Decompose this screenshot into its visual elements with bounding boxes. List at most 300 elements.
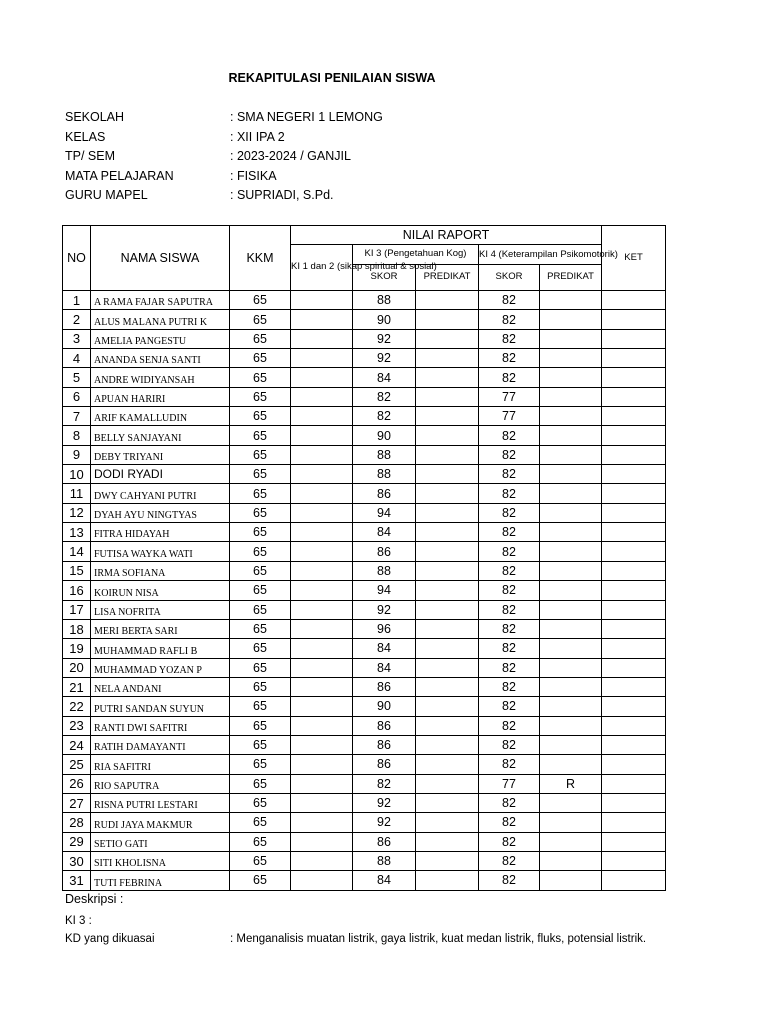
row-ki12 [291,755,353,774]
row-ket [602,310,666,329]
header-ki3-skor: SKOR [353,265,416,291]
row-kkm: 65 [230,291,291,310]
row-ki4-skor: 82 [479,561,540,580]
row-ki12 [291,735,353,754]
row-no: 17 [63,600,91,619]
info-row-mata-pelajaran [65,167,383,187]
row-ket [602,600,666,619]
row-ki3-skor: 92 [353,329,416,348]
table-row [63,774,666,793]
row-ki4-predikat [540,329,602,348]
row-ket [602,755,666,774]
row-ki12 [291,581,353,600]
row-ki3-predikat [416,639,479,658]
row-kkm: 65 [230,426,291,445]
row-ki4-skor: 82 [479,600,540,619]
row-kkm: 65 [230,619,291,638]
row-ki3-skor: 88 [353,465,416,484]
row-ki4-skor: 82 [479,871,540,890]
row-ket [602,426,666,445]
row-nama-siswa: DODI RYADI [91,465,230,484]
row-ki4-skor: 77 [479,407,540,426]
row-ki3-skor: 84 [353,523,416,542]
table-row [63,716,666,735]
row-ki4-predikat [540,291,602,310]
row-ki4-predikat [540,619,602,638]
row-ket [602,445,666,464]
info-row-kelas [65,128,383,148]
table-row [63,445,666,464]
row-ki4-skor: 82 [479,426,540,445]
row-ki3-predikat [416,329,479,348]
row-no: 27 [63,793,91,812]
row-ki12 [291,503,353,522]
row-kkm: 65 [230,697,291,716]
header-ket: KET [602,226,666,291]
row-ki4-predikat [540,755,602,774]
row-ki3-skor: 82 [353,774,416,793]
row-ket [602,407,666,426]
row-no: 19 [63,639,91,658]
row-ki3-predikat [416,697,479,716]
row-ket [602,619,666,638]
row-nama-siswa: APUAN HARIRI [91,387,230,406]
table-row [63,310,666,329]
row-nama-siswa: TUTI FEBRINA [91,871,230,890]
row-no: 11 [63,484,91,503]
row-ki4-skor: 82 [479,677,540,696]
info-label: KELAS [65,129,106,144]
row-kkm: 65 [230,851,291,870]
row-ki3-skor: 86 [353,677,416,696]
row-ki3-skor: 90 [353,310,416,329]
row-ki4-skor: 82 [479,832,540,851]
row-ki12 [291,465,353,484]
row-no: 30 [63,851,91,870]
table-row [63,658,666,677]
row-no: 26 [63,774,91,793]
row-nama-siswa: KOIRUN NISA [91,581,230,600]
row-ki4-skor: 82 [479,735,540,754]
row-ki4-skor: 77 [479,387,540,406]
table-row [63,329,666,348]
row-kkm: 65 [230,832,291,851]
row-ki4-predikat [540,310,602,329]
row-nama-siswa: DEBY TRIYANI [91,445,230,464]
table-row [63,291,666,310]
row-ki3-skor: 82 [353,387,416,406]
row-nama-siswa: RIA SAFITRI [91,755,230,774]
info-label: SEKOLAH [65,110,125,124]
table-row [63,465,666,484]
row-ki12 [291,813,353,832]
row-ki4-predikat [540,426,602,445]
row-ki4-predikat [540,697,602,716]
row-ki3-predikat [416,310,479,329]
row-ki4-skor: 82 [479,581,540,600]
row-nama-siswa: RUDI JAYA MAKMUR [91,813,230,832]
row-ket [602,561,666,580]
row-nama-siswa: AMELIA PANGESTU [91,329,230,348]
row-ki3-skor: 88 [353,851,416,870]
row-ki3-predikat [416,619,479,638]
row-ki12 [291,291,353,310]
row-ki3-predikat [416,387,479,406]
row-ki4-skor: 82 [479,291,540,310]
row-no: 29 [63,832,91,851]
row-kkm: 65 [230,581,291,600]
header-no: NO [63,226,91,291]
footer-kd-label: KD yang dikuasai [65,933,155,945]
row-ket [602,716,666,735]
row-nama-siswa: FUTISA WAYKA WATI [91,542,230,561]
row-no: 8 [63,426,91,445]
footer-kd-value: : Menganalisis muatan listrik, gaya listrik, kuat medan listrik, fluks, potensial listrik. [230,933,647,945]
row-ki4-skor: 82 [479,697,540,716]
row-ki3-skor: 92 [353,793,416,812]
row-no: 15 [63,561,91,580]
row-ki4-predikat: R [540,774,602,793]
row-ket [602,639,666,658]
row-no: 5 [63,368,91,387]
row-ki3-skor: 86 [353,716,416,735]
row-ki3-skor: 84 [353,871,416,890]
row-ket [602,581,666,600]
row-ki3-predikat [416,523,479,542]
row-nama-siswa: SITI KHOLISNA [91,851,230,870]
row-ki3-skor: 84 [353,368,416,387]
row-kkm: 65 [230,658,291,677]
row-kkm: 65 [230,561,291,580]
info-row-tp-sem [65,147,383,167]
row-ki12 [291,368,353,387]
table-row [63,542,666,561]
table-row [63,561,666,580]
header-ki3-predikat: PREDIKAT [416,265,479,291]
row-ki3-skor: 90 [353,697,416,716]
row-ki4-skor: 82 [479,542,540,561]
row-ki3-predikat [416,658,479,677]
row-ki3-skor: 94 [353,581,416,600]
row-nama-siswa: BELLY SANJAYANI [91,426,230,445]
row-ki3-skor: 88 [353,445,416,464]
row-ki3-skor: 84 [353,639,416,658]
row-ki12 [291,445,353,464]
row-ki3-predikat [416,774,479,793]
row-no: 25 [63,755,91,774]
row-no: 31 [63,871,91,890]
row-ki4-predikat [540,813,602,832]
info-value: : FISIKA [230,168,277,183]
row-ki3-predikat [416,813,479,832]
row-ki3-predikat [416,793,479,812]
row-ki4-predikat [540,407,602,426]
row-ki12 [291,407,353,426]
row-ket [602,503,666,522]
row-no: 16 [63,581,91,600]
row-ki3-predikat [416,291,479,310]
info-value: : SUPRIADI, S.Pd. [230,188,334,202]
info-row-sekolah [65,108,383,128]
row-ki12 [291,349,353,368]
row-ki3-skor: 94 [353,503,416,522]
row-no: 4 [63,349,91,368]
row-kkm: 65 [230,813,291,832]
row-ki3-skor: 82 [353,407,416,426]
row-ket [602,677,666,696]
row-kkm: 65 [230,735,291,754]
row-ki3-predikat [416,677,479,696]
row-ki3-skor: 92 [353,600,416,619]
row-ki3-skor: 88 [353,561,416,580]
row-no: 24 [63,735,91,754]
row-kkm: 65 [230,793,291,812]
info-row-guru-mapel [65,186,383,206]
table-row [63,484,666,503]
row-nama-siswa: ANANDA SENJA SANTI [91,349,230,368]
row-no: 23 [63,716,91,735]
row-nama-siswa: IRMA SOFIANA [91,561,230,580]
row-kkm: 65 [230,523,291,542]
row-ket [602,465,666,484]
row-ket [602,813,666,832]
row-ket [602,851,666,870]
row-ket [602,291,666,310]
row-ki4-skor: 82 [479,523,540,542]
row-ki12 [291,619,353,638]
row-ki4-skor: 82 [479,445,540,464]
row-ki3-predikat [416,735,479,754]
table-row [63,600,666,619]
info-label: MATA PELAJARAN [65,168,174,183]
row-kkm: 65 [230,755,291,774]
row-ki12 [291,329,353,348]
row-ki3-skor: 86 [353,484,416,503]
row-ki12 [291,426,353,445]
row-ki4-skor: 82 [479,658,540,677]
row-nama-siswa: SETIO GATI [91,832,230,851]
row-ki4-skor: 82 [479,813,540,832]
row-ki3-predikat [416,426,479,445]
table-row [63,523,666,542]
row-ket [602,793,666,812]
row-ki4-predikat [540,581,602,600]
info-block [65,108,383,206]
table-row [63,793,666,812]
row-ki4-predikat [540,503,602,522]
row-ki4-predikat [540,677,602,696]
grades-table [62,225,666,891]
row-ki12 [291,310,353,329]
row-ki3-predikat [416,445,479,464]
row-ki12 [291,523,353,542]
table-row [63,639,666,658]
table-row [63,677,666,696]
header-ki4-skor: SKOR [479,265,540,291]
row-no: 18 [63,619,91,638]
header-ki3: KI 3 (Pengetahuan Kog) [353,245,479,265]
table-row [63,503,666,522]
row-ki4-predikat [540,561,602,580]
row-ket [602,349,666,368]
table-row [63,871,666,890]
row-ki3-predikat [416,561,479,580]
row-no: 13 [63,523,91,542]
table-row [63,851,666,870]
row-ki4-skor: 82 [479,793,540,812]
row-ki4-predikat [540,658,602,677]
row-ki3-predikat [416,851,479,870]
row-kkm: 65 [230,407,291,426]
row-no: 20 [63,658,91,677]
row-ki4-skor: 82 [479,329,540,348]
row-ki4-predikat [540,716,602,735]
row-ki3-skor: 90 [353,426,416,445]
row-kkm: 65 [230,310,291,329]
row-ki3-predikat [416,349,479,368]
row-nama-siswa: RATIH DAMAYANTI [91,735,230,754]
row-ki12 [291,851,353,870]
row-nama-siswa: RANTI DWI SAFITRI [91,716,230,735]
row-ki4-predikat [540,600,602,619]
row-nama-siswa: DWY CAHYANI PUTRI [91,484,230,503]
header-ki12: KI 1 dan 2 (sikap spiritual & sosial) [291,245,353,291]
info-value: : 2023-2024 / GANJIL [230,149,351,163]
row-ket [602,832,666,851]
row-ket [602,735,666,754]
row-ket [602,697,666,716]
row-kkm: 65 [230,484,291,503]
header-nilai-raport: NILAI RAPORT [291,226,602,245]
row-ki3-skor: 92 [353,813,416,832]
header-ki4-predikat: PREDIKAT [540,265,602,291]
row-no: 1 [63,291,91,310]
row-ki3-predikat [416,465,479,484]
row-ki12 [291,871,353,890]
row-ki3-skor: 86 [353,755,416,774]
row-kkm: 65 [230,349,291,368]
row-nama-siswa: MUHAMMAD YOZAN P [91,658,230,677]
footer-deskripsi: Deskripsi : [65,892,124,906]
table-row [63,387,666,406]
info-label: TP/ SEM [65,149,116,163]
row-ki3-skor: 92 [353,349,416,368]
row-no: 10 [63,465,91,484]
row-kkm: 65 [230,600,291,619]
row-ket [602,523,666,542]
row-ki4-predikat [540,387,602,406]
table-row [63,832,666,851]
row-ket [602,774,666,793]
table-row [63,407,666,426]
row-ki4-skor: 82 [479,368,540,387]
row-ki4-predikat [540,793,602,812]
row-ki12 [291,484,353,503]
row-no: 6 [63,387,91,406]
row-nama-siswa: RISNA PUTRI LESTARI [91,793,230,812]
row-kkm: 65 [230,677,291,696]
row-ket [602,368,666,387]
row-ki3-skor: 86 [353,735,416,754]
row-ki3-skor: 96 [353,619,416,638]
row-nama-siswa: LISA NOFRITA [91,600,230,619]
row-ki4-skor: 82 [479,755,540,774]
grades-table-body [63,291,666,891]
row-ki4-predikat [540,349,602,368]
row-nama-siswa: ARIF KAMALLUDIN [91,407,230,426]
row-ki4-skor: 82 [479,310,540,329]
row-nama-siswa: NELA ANDANI [91,677,230,696]
row-no: 21 [63,677,91,696]
row-ket [602,542,666,561]
table-row [63,581,666,600]
row-ki4-skor: 82 [479,619,540,638]
row-nama-siswa: FITRA HIDAYAH [91,523,230,542]
row-kkm: 65 [230,503,291,522]
row-ket [602,484,666,503]
row-ki12 [291,639,353,658]
header-kkm: KKM [230,226,291,291]
row-nama-siswa: MUHAMMAD RAFLI B [91,639,230,658]
row-ki3-skor: 86 [353,542,416,561]
table-row [63,619,666,638]
row-kkm: 65 [230,329,291,348]
row-ki3-predikat [416,871,479,890]
row-ki12 [291,716,353,735]
row-ki12 [291,697,353,716]
row-ki4-predikat [540,542,602,561]
info-value: : XII IPA 2 [230,129,285,144]
info-value: : SMA NEGERI 1 LEMONG [230,110,383,124]
row-no: 2 [63,310,91,329]
table-row [63,426,666,445]
header-ki4: KI 4 (Keterampilan Psikomotorik) [479,245,602,265]
row-ki3-predikat [416,716,479,735]
row-ki4-skor: 82 [479,503,540,522]
row-ki4-skor: 77 [479,774,540,793]
row-nama-siswa: A RAMA FAJAR SAPUTRA [91,291,230,310]
table-row [63,349,666,368]
row-nama-siswa: DYAH AYU NINGTYAS [91,503,230,522]
info-label: GURU MAPEL [65,188,148,202]
row-ki3-predikat [416,755,479,774]
row-ki12 [291,542,353,561]
row-ki4-skor: 82 [479,716,540,735]
row-ki3-predikat [416,542,479,561]
row-nama-siswa: ANDRE WIDIYANSAH [91,368,230,387]
row-nama-siswa: MERI BERTA SARI [91,619,230,638]
row-ki3-predikat [416,503,479,522]
table-row [63,755,666,774]
row-no: 12 [63,503,91,522]
row-ket [602,658,666,677]
row-nama-siswa: RIO SAPUTRA [91,774,230,793]
row-no: 28 [63,813,91,832]
row-ki12 [291,793,353,812]
row-kkm: 65 [230,639,291,658]
row-ki12 [291,561,353,580]
row-kkm: 65 [230,387,291,406]
row-kkm: 65 [230,871,291,890]
row-ket [602,329,666,348]
table-row [63,697,666,716]
row-ki12 [291,832,353,851]
row-nama-siswa: ALUS MALANA PUTRI K [91,310,230,329]
row-ki4-predikat [540,523,602,542]
row-ki12 [291,658,353,677]
row-no: 14 [63,542,91,561]
row-kkm: 65 [230,774,291,793]
